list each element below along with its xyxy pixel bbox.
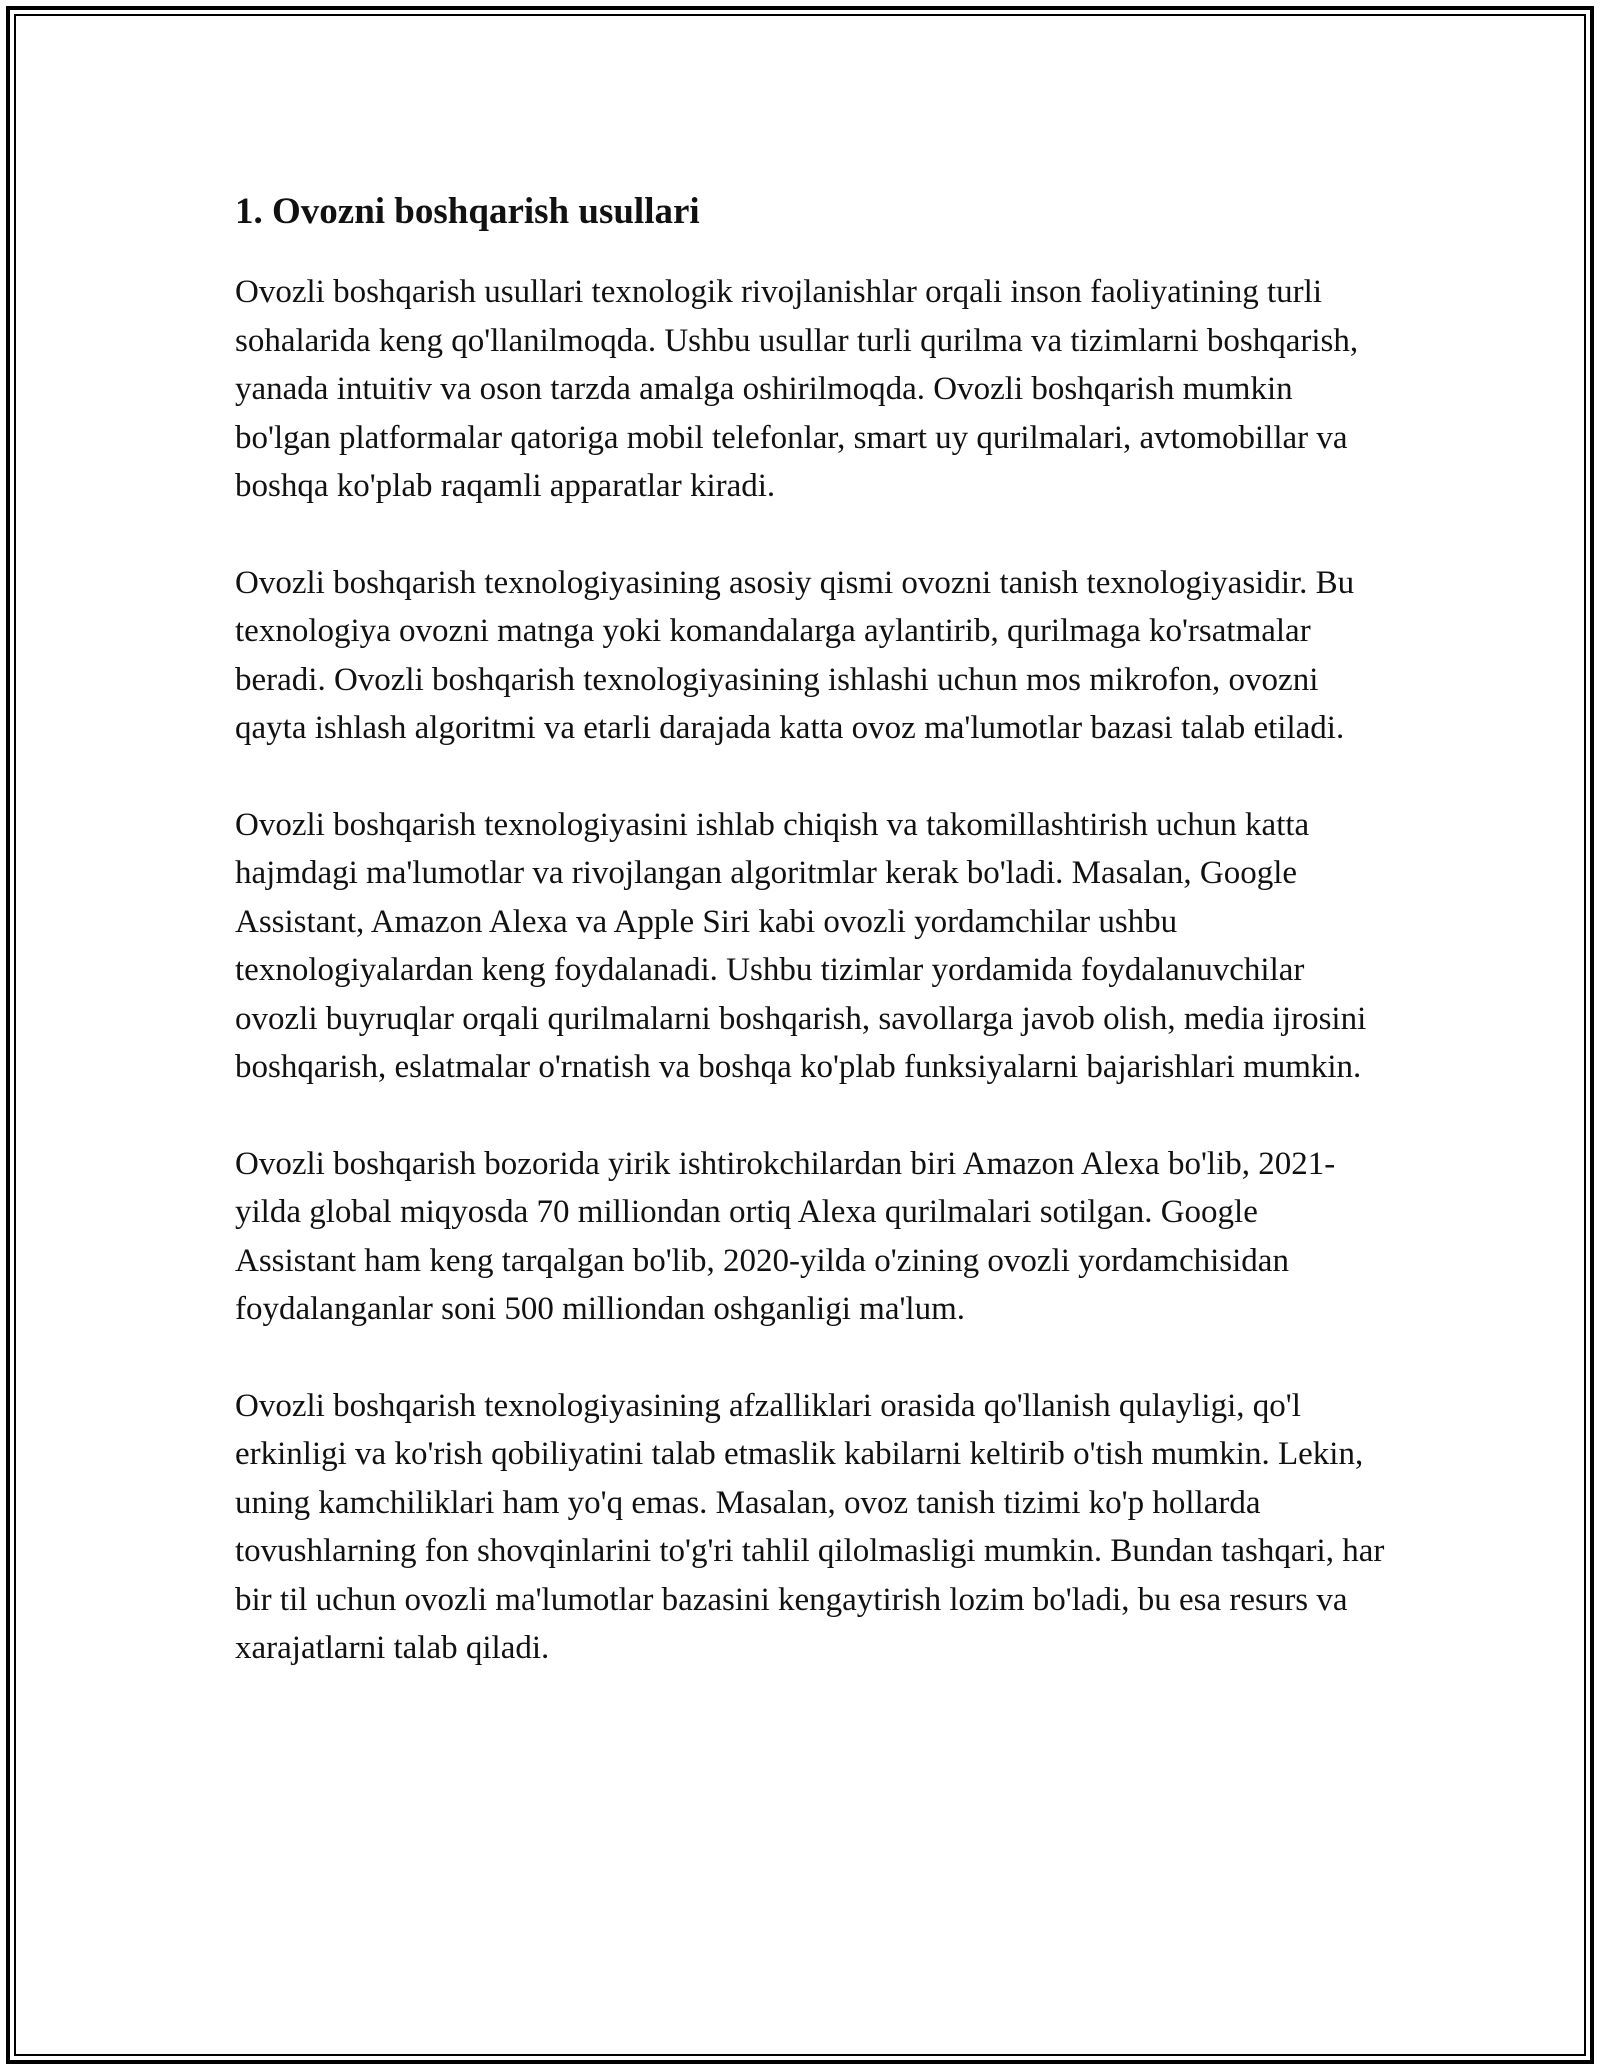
- section-heading: 1. Ovozni boshqarish usullari: [235, 191, 700, 232]
- paragraph-1: Ovozli boshqarish usullari texnologik rivojlanishlar orqali inson faoliyatining turli sohalarida keng qo'llanilmoqda. Ushbu usullar turli qurilma va tizimlarni boshqarish, yanada intuitiv va oson tarzda amalga oshirilmoqda. Ovozli boshqarish mumkin bo'lgan platformalar qatoriga mobil telefonlar, smart uy qurilmalari, avtomobillar va boshqa ko'plab raqamli apparatlar kiradi.: [235, 274, 1359, 504]
- paragraph-3: Ovozli boshqarish texnologiyasini ishlab chiqish va takomillashtirish uchun katta hajmdagi ma'lumotlar va rivojlangan algoritmlar kerak bo'ladi. Masalan, Google Assistant, Amazon Alexa va Apple Siri kabi ovozli yordamchilar ushbu texnologiyalardan keng foydalanadi. Ushbu tizimlar yordamida foydalanuvchilar ovozli buyruqlar orqali qurilmalarni boshqarish, savollarga javob olish, media ijrosini boshqarish, eslatmalar o'rnatish va boshqa ko'plab funksiyalarni bajarishlari mumkin.: [235, 806, 1367, 1085]
- document-body: [235, 186, 1385, 1673]
- paragraph-5: Ovozli boshqarish texnologiyasining afzalliklari orasida qo'llanish qulayligi, qo'l erkinligi va ko'rish qobiliyatini talab etmaslik kabilarni keltirib o'tish mumkin. Lekin, uning kamchiliklari ham yo'q emas. Masalan, ovoz tanish tizimi ko'p hollarda tovushlarning fon shovqinlarini to'g'ri tahlil qilolmasligi mumkin. Bundan tashqari, har bir til uchun ovozli ma'lumotlar bazasini kengaytirish lozim bo'ladi, bu esa resurs va xarajatlarni talab qiladi.: [235, 1387, 1385, 1666]
- paragraph-4: Ovozli boshqarish bozorida yirik ishtirokchilardan biri Amazon Alexa bo'lib, 2021-yilda global miqyosda 70 milliondan ortiq Alexa qurilmalari sotilgan. Google Assistant ham keng tarqalgan bo'lib, 2020-yilda o'zining ovozli yordamchisidan foydalanganlar soni 500 milliondan oshganligi ma'lum.: [235, 1145, 1336, 1327]
- paragraph-2: Ovozli boshqarish texnologiyasining asosiy qismi ovozni tanish texnologiyasidir. Bu texnologiya ovozni matnga yoki komandalarga aylantirib, qurilmaga ko'rsatmalar beradi. Ovozli boshqarish texnologiyasining ishlashi uchun mos mikrofon, ovozni qayta ishlash algoritmi va etarli darajada katta ovoz ma'lumotlar bazasi talab etiladi.: [235, 564, 1355, 746]
